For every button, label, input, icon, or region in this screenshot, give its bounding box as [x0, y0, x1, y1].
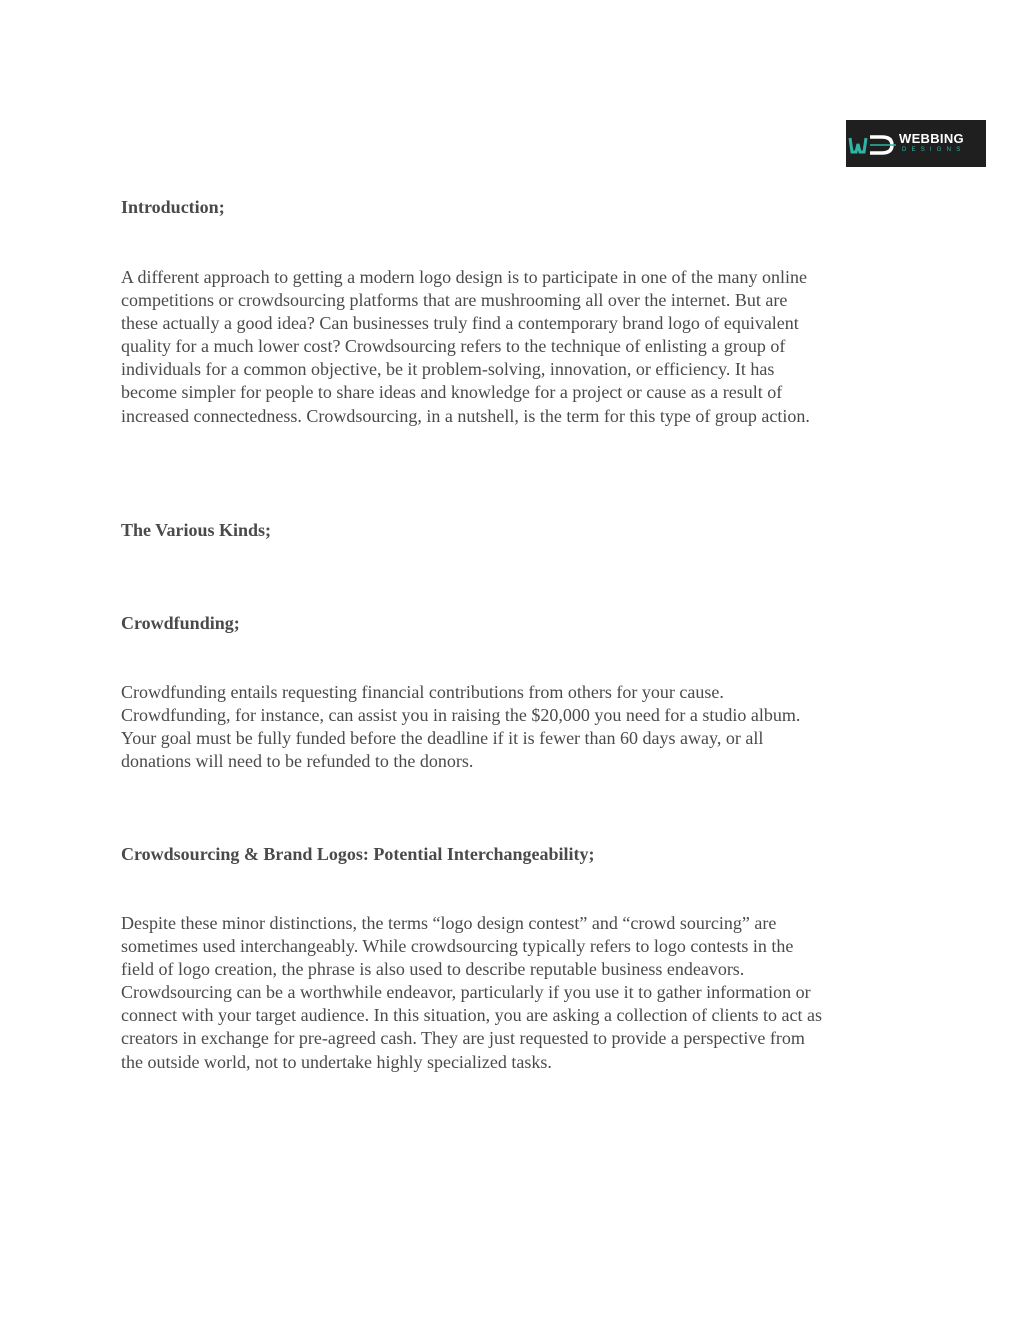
text-line: connect with your target audience. In this situation, you are asking a collection of clients to act as: [121, 1005, 822, 1026]
paragraph-brand-logos: [121, 912, 921, 1074]
text-line: sometimes used interchangeably. While crowdsourcing typically refers to logo contests in the: [121, 936, 794, 957]
text-line: donations will need to be refunded to the donors.: [121, 751, 474, 772]
text-line: creators in exchange for pre-agreed cash. They are just requested to provide a perspective from: [121, 1028, 805, 1049]
webbing-designs-logo: [846, 120, 986, 167]
logo-tagline: DESIGNS: [902, 147, 966, 153]
text-line: increased connectedness. Crowdsourcing, in a nutshell, is the term for this type of group action.: [121, 405, 810, 426]
heading-various-kinds: The Various Kinds;: [121, 520, 272, 540]
text-line: Crowdfunding, for instance, can assist you in raising the $20,000 you need for a studio album.: [121, 705, 801, 726]
text-line: competitions or crowdsourcing platforms that are mushrooming all over the internet. But are: [121, 290, 788, 311]
paragraph-introduction: [121, 266, 921, 428]
text-line: Despite these minor distinctions, the terms “logo design contest” and “crowd sourcing” are: [121, 913, 777, 933]
wd-monogram-icon: [846, 120, 902, 167]
text-line: these actually a good idea? Can businesses truly find a contemporary brand logo of equivalent: [121, 313, 799, 334]
text-line: Crowdsourcing can be a worthwhile endeavor, particularly if you use it to gather information or: [121, 982, 811, 1003]
text-line: quality for a much lower cost? Crowdsourcing refers to the technique of enlisting a group of: [121, 336, 786, 357]
heading-brand-logos: Crowdsourcing & Brand Logos: Potential Interchangeability;: [121, 844, 595, 864]
text-line: the outside world, not to undertake highly specialized tasks.: [121, 1051, 552, 1072]
text-line: Crowdfunding entails requesting financial contributions from others for your cause.: [121, 682, 724, 702]
text-line: field of logo creation, the phrase is also used to describe reputable business endeavors.: [121, 959, 745, 980]
text-line: Your goal must be fully funded before the deadline if it is fewer than 60 days away, or all: [121, 728, 764, 749]
text-line: individuals for a common objective, be it problem-solving, innovation, or efficiency. It has: [121, 359, 775, 380]
text-line: become simpler for people to share ideas and knowledge for a project or cause as a result of: [121, 382, 783, 403]
heading-introduction: Introduction;: [121, 197, 225, 217]
text-line: A different approach to getting a modern logo design is to participate in one of the many online: [121, 267, 807, 287]
logo-wordmark: WEBBING: [899, 131, 964, 146]
heading-crowdfunding: Crowdfunding;: [121, 613, 240, 633]
paragraph-crowdfunding: [121, 681, 921, 773]
